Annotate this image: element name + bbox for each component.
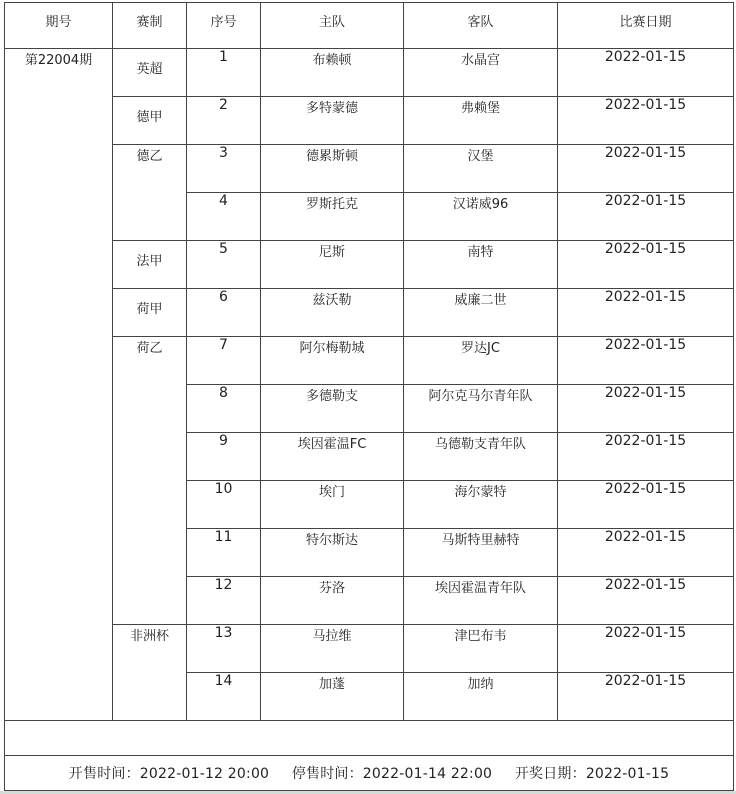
- match-schedule-table: [4, 2, 734, 791]
- table-row: [5, 337, 734, 385]
- seq-cell: 10: [187, 481, 261, 529]
- seq-cell: 5: [187, 241, 261, 289]
- home-team-cell: 罗斯托克: [261, 193, 404, 241]
- home-team-cell: 兹沃勒: [261, 289, 404, 337]
- sale-stop-time: 停售时间：2022-01-14 22:00: [291, 766, 493, 782]
- match-date-cell: 2022-01-15: [558, 241, 734, 289]
- league-cell: 德乙: [113, 145, 187, 241]
- home-team-cell: 阿尔梅勒城: [261, 337, 404, 385]
- match-date-cell: 2022-01-15: [558, 289, 734, 337]
- away-team-cell: 汉堡: [404, 145, 558, 193]
- match-date-cell: 2022-01-15: [558, 49, 734, 97]
- match-date-cell: 2022-01-15: [558, 481, 734, 529]
- home-team-cell: 布赖顿: [261, 49, 404, 97]
- away-team-cell: 埃因霍温青年队: [404, 577, 558, 625]
- seq-cell: 3: [187, 145, 261, 193]
- home-team-cell: 加蓬: [261, 673, 404, 721]
- away-team-cell: 津巴布韦: [404, 625, 558, 673]
- match-date-cell: 2022-01-15: [558, 529, 734, 577]
- away-team-cell: 阿尔克马尔青年队: [404, 385, 558, 433]
- away-team-cell: 罗达JC: [404, 337, 558, 385]
- home-team-cell: 多特蒙德: [261, 97, 404, 145]
- league-cell: 荷甲: [113, 289, 187, 337]
- header-issue: 期号: [5, 3, 113, 49]
- league-cell: 荷乙: [113, 337, 187, 625]
- seq-cell: 1: [187, 49, 261, 97]
- home-team-cell: 多德勒支: [261, 385, 404, 433]
- draw-date: 开奖日期：2022-01-15: [514, 766, 670, 782]
- seq-cell: 8: [187, 385, 261, 433]
- league-cell: 法甲: [113, 241, 187, 289]
- home-team-cell: 芬洛: [261, 577, 404, 625]
- away-team-cell: 弗赖堡: [404, 97, 558, 145]
- table-row: [5, 625, 734, 673]
- home-team-cell: 埃因霍温FC: [261, 433, 404, 481]
- header-league: 赛制: [113, 3, 187, 49]
- league-cell: 德甲: [113, 97, 187, 145]
- sale-start-time: 开售时间：2022-01-12 20:00: [68, 766, 270, 782]
- match-date-cell: 2022-01-15: [558, 97, 734, 145]
- away-team-cell: 南特: [404, 241, 558, 289]
- match-date-cell: 2022-01-15: [558, 433, 734, 481]
- footer-row: [5, 756, 734, 791]
- table-row: [5, 49, 734, 97]
- match-date-cell: 2022-01-15: [558, 145, 734, 193]
- issue-cell: 第22004期: [5, 49, 113, 721]
- table-row: [5, 97, 734, 145]
- header-away: 客队: [404, 3, 558, 49]
- match-date-cell: 2022-01-15: [558, 577, 734, 625]
- home-team-cell: 特尔斯达: [261, 529, 404, 577]
- seq-cell: 4: [187, 193, 261, 241]
- table-row: [5, 241, 734, 289]
- match-date-cell: 2022-01-15: [558, 337, 734, 385]
- table-row: [5, 145, 734, 193]
- seq-cell: 6: [187, 289, 261, 337]
- home-team-cell: 尼斯: [261, 241, 404, 289]
- header-seq: 序号: [187, 3, 261, 49]
- away-team-cell: 马斯特里赫特: [404, 529, 558, 577]
- away-team-cell: 威廉二世: [404, 289, 558, 337]
- seq-cell: 11: [187, 529, 261, 577]
- seq-cell: 9: [187, 433, 261, 481]
- footer-cell: [5, 756, 734, 791]
- away-team-cell: 乌德勒支青年队: [404, 433, 558, 481]
- away-team-cell: 海尔蒙特: [404, 481, 558, 529]
- match-date-cell: 2022-01-15: [558, 673, 734, 721]
- match-date-cell: 2022-01-15: [558, 385, 734, 433]
- table-row: [5, 289, 734, 337]
- match-date-cell: 2022-01-15: [558, 625, 734, 673]
- away-team-cell: 水晶宫: [404, 49, 558, 97]
- league-cell: 非洲杯: [113, 625, 187, 721]
- header-row: [5, 3, 734, 49]
- blank-cell: [5, 721, 734, 756]
- home-team-cell: 埃门: [261, 481, 404, 529]
- away-team-cell: 汉诺威96: [404, 193, 558, 241]
- home-team-cell: 德累斯顿: [261, 145, 404, 193]
- match-date-cell: 2022-01-15: [558, 193, 734, 241]
- header-home: 主队: [261, 3, 404, 49]
- blank-row: [5, 721, 734, 756]
- seq-cell: 14: [187, 673, 261, 721]
- header-date: 比赛日期: [558, 3, 734, 49]
- away-team-cell: 加纳: [404, 673, 558, 721]
- home-team-cell: 马拉维: [261, 625, 404, 673]
- seq-cell: 7: [187, 337, 261, 385]
- league-cell: 英超: [113, 49, 187, 97]
- seq-cell: 12: [187, 577, 261, 625]
- seq-cell: 2: [187, 97, 261, 145]
- seq-cell: 13: [187, 625, 261, 673]
